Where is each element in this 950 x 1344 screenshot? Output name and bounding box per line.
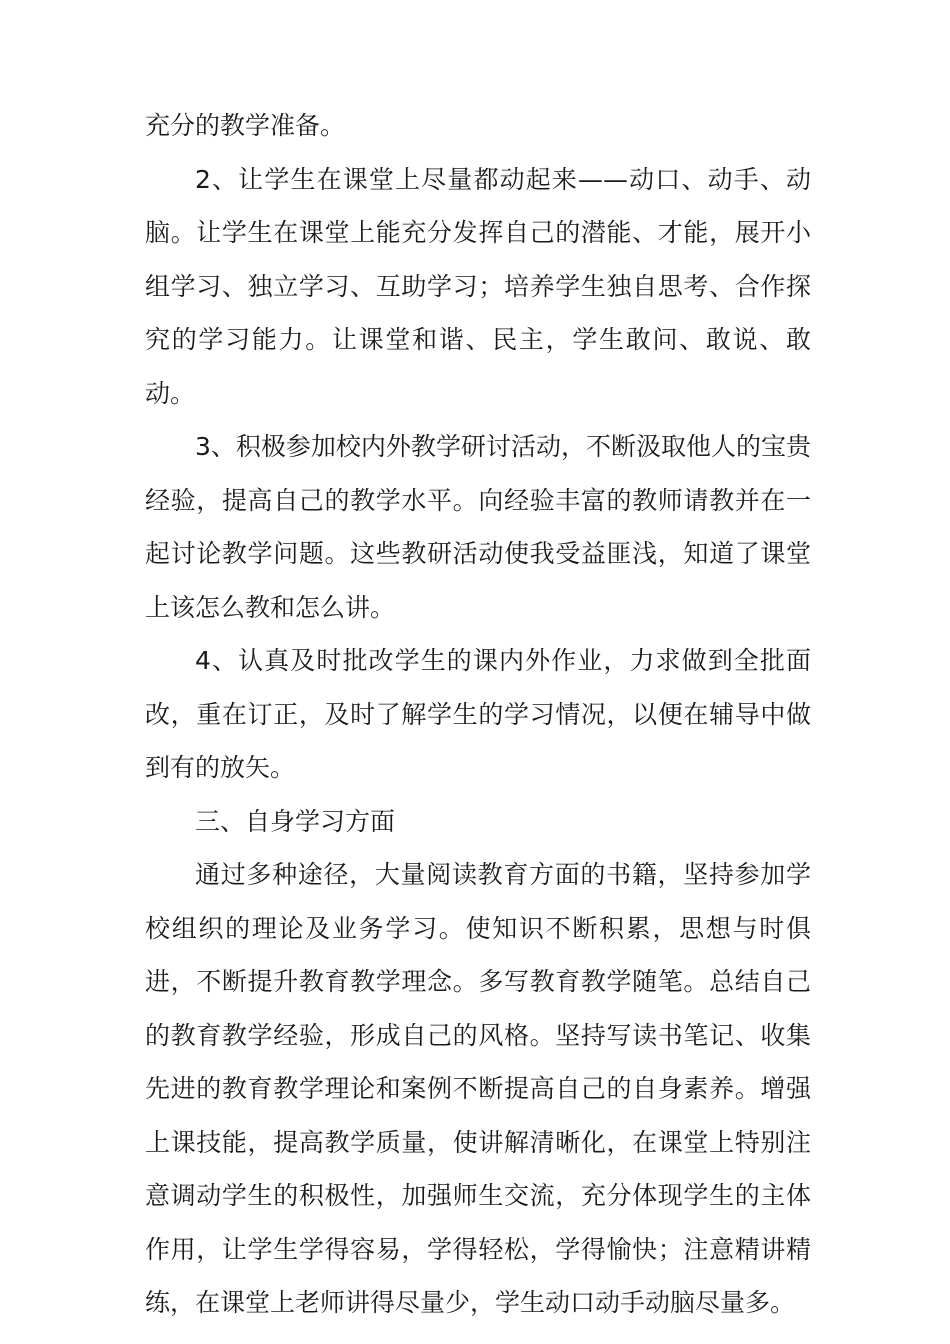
- continuation-paragraph: 充分的教学准备。: [145, 111, 346, 140]
- item-3-paragraph: 3、积极参加校内外教学研讨活动，不断汲取他人的宝贵经验，提高自己的教学水平。向经验丰富的教师请教并在一起讨论教学问题。这些教研活动使我受益匪浅，知道了课堂上该怎么教和怎么讲。: [145, 432, 811, 622]
- section-heading: 三、自身学习方面: [195, 806, 396, 836]
- item-2-paragraph: 2、让学生在课堂上尽量都动起来——动口、动手、动脑。让学生在课堂上能充分发挥自己的潜能、才能，展开小组学习、独立学习、互助学习；培养学生独自思考、合作探究的学习能力。让课堂和谐、民主，学生敢问、敢说、敢动。: [145, 164, 811, 408]
- section-body-paragraph: 通过多种途径，大量阅读教育方面的书籍，坚持参加学校组织的理论及业务学习。使知识不断积累，思想与时俱进，不断提升教育教学理念。多写教育教学随笔。总结自己的教育教学经验，形成自己的风格。坚持写读书笔记、收集先进的教育教学理论和案例不断提高自己的自身素养。增强上课技能，提高教学质量，使讲解清晰化，在课堂上特别注意调动学生的积极性，加强师生交流，充分体现学生的主体作用，让学生学得容易，学得轻松，学得愉快；注意精讲精练，在课堂上老师讲得尽量少，学生动口动手动脑尽量多。: [145, 860, 811, 1317]
- item-4-paragraph: 4、认真及时批改学生的课内外作业，力求做到全批面改，重在订正，及时了解学生的学习情况，以便在辅导中做到有的放矢。: [145, 646, 811, 782]
- document-body: [145, 99, 811, 1330]
